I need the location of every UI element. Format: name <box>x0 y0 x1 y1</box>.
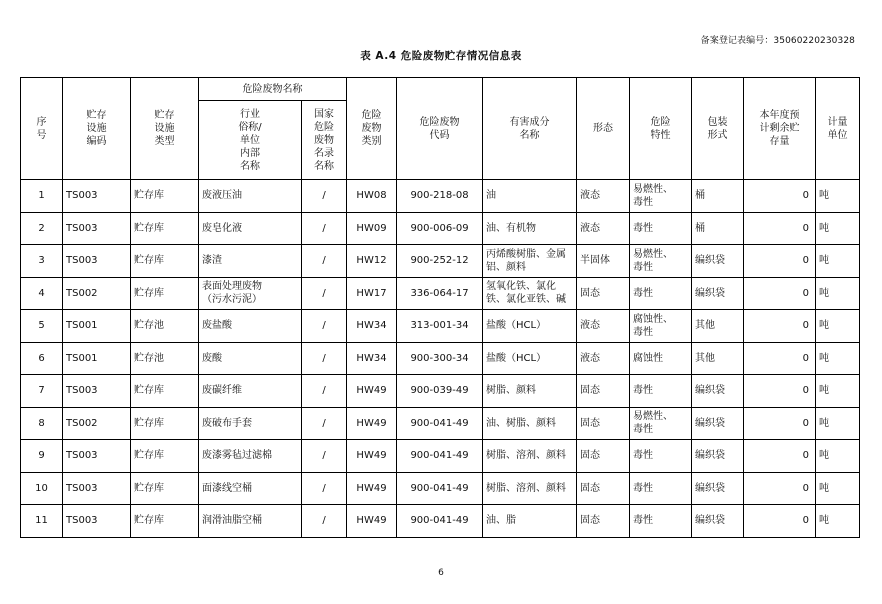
cell-national-name: / <box>302 342 347 375</box>
header-code: 危险废物 代码 <box>397 78 483 180</box>
cell-code: 313-001-34 <box>397 310 483 343</box>
cell-facility-type: 贮存库 <box>131 245 199 278</box>
header-components: 有害成分 名称 <box>483 78 577 180</box>
cell-seq: 7 <box>21 375 63 408</box>
table-row <box>21 277 860 310</box>
cell-facility-code: TS003 <box>63 440 131 473</box>
cell-hazard: 易燃性、 毒性 <box>630 407 692 440</box>
cell-hazard: 毒性 <box>630 212 692 245</box>
cell-industry-name: 废漆雾毡过滤棉 <box>199 440 302 473</box>
cell-facility-code: TS003 <box>63 180 131 213</box>
cell-code: 900-006-09 <box>397 212 483 245</box>
cell-components: 盐酸（HCL） <box>483 310 577 343</box>
cell-unit: 吨 <box>816 342 860 375</box>
cell-unit: 吨 <box>816 310 860 343</box>
cell-hazard: 毒性 <box>630 505 692 538</box>
cell-code: 900-218-08 <box>397 180 483 213</box>
cell-facility-code: TS003 <box>63 472 131 505</box>
cell-facility-type: 贮存库 <box>131 277 199 310</box>
registration-number: 备案登记表编号：35060220230328 <box>700 36 855 46</box>
cell-national-name: / <box>302 440 347 473</box>
cell-components: 树脂、溶剂、颜料 <box>483 472 577 505</box>
cell-national-name: / <box>302 212 347 245</box>
cell-stock: 0 <box>744 310 816 343</box>
cell-seq: 5 <box>21 310 63 343</box>
cell-facility-code: TS001 <box>63 342 131 375</box>
table-row <box>21 245 860 278</box>
cell-components: 油、树脂、颜料 <box>483 407 577 440</box>
cell-seq: 2 <box>21 212 63 245</box>
cell-national-name: / <box>302 407 347 440</box>
cell-form: 固态 <box>577 375 630 408</box>
cell-facility-type: 贮存库 <box>131 472 199 505</box>
table-row <box>21 407 860 440</box>
cell-components: 盐酸（HCL） <box>483 342 577 375</box>
cell-hazard: 易燃性、 毒性 <box>630 180 692 213</box>
cell-hazard: 腐蚀性、 毒性 <box>630 310 692 343</box>
header-industry-name: 行业 俗称/ 单位 内部 名称 <box>199 101 302 180</box>
cell-category: HW49 <box>347 407 397 440</box>
cell-hazard: 毒性 <box>630 440 692 473</box>
table-title: 表 A.4 危险废物贮存情况信息表 <box>360 50 522 62</box>
cell-packaging: 编织袋 <box>692 407 744 440</box>
header-unit: 计量 单位 <box>816 78 860 180</box>
cell-hazard: 毒性 <box>630 277 692 310</box>
cell-code: 900-041-49 <box>397 440 483 473</box>
cell-industry-name: 废盐酸 <box>199 310 302 343</box>
cell-unit: 吨 <box>816 212 860 245</box>
cell-national-name: / <box>302 180 347 213</box>
cell-packaging: 编织袋 <box>692 440 744 473</box>
cell-seq: 9 <box>21 440 63 473</box>
header-hazard: 危险 特性 <box>630 78 692 180</box>
header-form: 形态 <box>577 78 630 180</box>
cell-industry-name: 润滑油脂空桶 <box>199 505 302 538</box>
cell-industry-name: 废碳纤维 <box>199 375 302 408</box>
cell-code: 900-041-49 <box>397 472 483 505</box>
cell-stock: 0 <box>744 440 816 473</box>
cell-facility-code: TS002 <box>63 407 131 440</box>
cell-hazard: 腐蚀性 <box>630 342 692 375</box>
cell-unit: 吨 <box>816 245 860 278</box>
cell-stock: 0 <box>744 407 816 440</box>
cell-national-name: / <box>302 375 347 408</box>
header-seq: 序 号 <box>21 78 63 180</box>
cell-code: 336-064-17 <box>397 277 483 310</box>
cell-category: HW34 <box>347 342 397 375</box>
cell-components: 树脂、颜料 <box>483 375 577 408</box>
cell-seq: 1 <box>21 180 63 213</box>
header-packaging: 包装 形式 <box>692 78 744 180</box>
cell-seq: 11 <box>21 505 63 538</box>
cell-national-name: / <box>302 310 347 343</box>
cell-code: 900-039-49 <box>397 375 483 408</box>
cell-unit: 吨 <box>816 505 860 538</box>
cell-packaging: 桶 <box>692 212 744 245</box>
header-category: 危险 废物 类别 <box>347 78 397 180</box>
table-row <box>21 180 860 213</box>
cell-components: 油 <box>483 180 577 213</box>
cell-industry-name: 废皂化液 <box>199 212 302 245</box>
cell-form: 固态 <box>577 472 630 505</box>
cell-seq: 8 <box>21 407 63 440</box>
cell-form: 液态 <box>577 342 630 375</box>
cell-facility-type: 贮存库 <box>131 375 199 408</box>
header-facility-code: 贮存 设施 编码 <box>63 78 131 180</box>
cell-facility-code: TS003 <box>63 212 131 245</box>
table-row <box>21 342 860 375</box>
cell-category: HW09 <box>347 212 397 245</box>
cell-code: 900-041-49 <box>397 407 483 440</box>
cell-stock: 0 <box>744 342 816 375</box>
cell-facility-code: TS001 <box>63 310 131 343</box>
cell-components: 油、脂 <box>483 505 577 538</box>
cell-hazard: 易燃性、 毒性 <box>630 245 692 278</box>
page-number: 6 <box>438 568 444 578</box>
cell-unit: 吨 <box>816 407 860 440</box>
header-national-name: 国家 危险 废物 名录 名称 <box>302 101 347 180</box>
cell-category: HW49 <box>347 440 397 473</box>
cell-code: 900-252-12 <box>397 245 483 278</box>
cell-unit: 吨 <box>816 180 860 213</box>
cell-category: HW34 <box>347 310 397 343</box>
cell-seq: 3 <box>21 245 63 278</box>
cell-unit: 吨 <box>816 440 860 473</box>
cell-stock: 0 <box>744 472 816 505</box>
cell-national-name: / <box>302 245 347 278</box>
cell-facility-type: 贮存池 <box>131 342 199 375</box>
cell-seq: 10 <box>21 472 63 505</box>
cell-form: 固态 <box>577 277 630 310</box>
header-waste-name-group: 危险废物名称 <box>199 78 347 101</box>
cell-facility-code: TS003 <box>63 245 131 278</box>
cell-packaging: 编织袋 <box>692 245 744 278</box>
cell-form: 液态 <box>577 212 630 245</box>
cell-national-name: / <box>302 472 347 505</box>
cell-packaging: 编织袋 <box>692 277 744 310</box>
cell-facility-type: 贮存库 <box>131 212 199 245</box>
cell-facility-type: 贮存库 <box>131 407 199 440</box>
cell-category: HW08 <box>347 180 397 213</box>
cell-seq: 4 <box>21 277 63 310</box>
cell-facility-code: TS003 <box>63 505 131 538</box>
cell-packaging: 其他 <box>692 310 744 343</box>
cell-stock: 0 <box>744 245 816 278</box>
cell-form: 固态 <box>577 440 630 473</box>
hazardous-waste-storage-table <box>20 77 860 538</box>
cell-category: HW49 <box>347 472 397 505</box>
cell-form: 固态 <box>577 407 630 440</box>
table-row <box>21 375 860 408</box>
cell-unit: 吨 <box>816 472 860 505</box>
cell-packaging: 桶 <box>692 180 744 213</box>
table-row <box>21 472 860 505</box>
cell-packaging: 编织袋 <box>692 472 744 505</box>
cell-stock: 0 <box>744 277 816 310</box>
cell-unit: 吨 <box>816 375 860 408</box>
cell-components: 氢氧化铁、氯化铁、氯化亚铁、碱 <box>483 277 577 310</box>
cell-category: HW49 <box>347 375 397 408</box>
cell-category: HW17 <box>347 277 397 310</box>
cell-unit: 吨 <box>816 277 860 310</box>
cell-industry-name: 废液压油 <box>199 180 302 213</box>
cell-national-name: / <box>302 277 347 310</box>
cell-form: 液态 <box>577 180 630 213</box>
cell-hazard: 毒性 <box>630 472 692 505</box>
cell-category: HW49 <box>347 505 397 538</box>
cell-code: 900-300-34 <box>397 342 483 375</box>
table-row <box>21 440 860 473</box>
cell-seq: 6 <box>21 342 63 375</box>
cell-form: 半固体 <box>577 245 630 278</box>
header-stock: 本年度预 计剩余贮 存量 <box>744 78 816 180</box>
cell-stock: 0 <box>744 180 816 213</box>
header-facility-type: 贮存 设施 类型 <box>131 78 199 180</box>
cell-stock: 0 <box>744 505 816 538</box>
cell-components: 树脂、溶剂、颜料 <box>483 440 577 473</box>
cell-industry-name: 面漆线空桶 <box>199 472 302 505</box>
cell-components: 油、有机物 <box>483 212 577 245</box>
cell-packaging: 编织袋 <box>692 375 744 408</box>
cell-industry-name: 表面处理废物 （污水污泥） <box>199 277 302 310</box>
cell-industry-name: 废破布手套 <box>199 407 302 440</box>
cell-industry-name: 废酸 <box>199 342 302 375</box>
cell-facility-code: TS002 <box>63 277 131 310</box>
cell-category: HW12 <box>347 245 397 278</box>
cell-facility-code: TS003 <box>63 375 131 408</box>
table-row <box>21 212 860 245</box>
cell-components: 丙烯酸树脂、金属铝、颜料 <box>483 245 577 278</box>
cell-form: 液态 <box>577 310 630 343</box>
cell-hazard: 毒性 <box>630 375 692 408</box>
cell-facility-type: 贮存池 <box>131 310 199 343</box>
cell-facility-type: 贮存库 <box>131 440 199 473</box>
cell-facility-type: 贮存库 <box>131 505 199 538</box>
cell-facility-type: 贮存库 <box>131 180 199 213</box>
cell-stock: 0 <box>744 375 816 408</box>
table-row <box>21 310 860 343</box>
cell-packaging: 其他 <box>692 342 744 375</box>
cell-code: 900-041-49 <box>397 505 483 538</box>
cell-form: 固态 <box>577 505 630 538</box>
cell-stock: 0 <box>744 212 816 245</box>
cell-national-name: / <box>302 505 347 538</box>
cell-industry-name: 漆渣 <box>199 245 302 278</box>
cell-packaging: 编织袋 <box>692 505 744 538</box>
table-row <box>21 505 860 538</box>
